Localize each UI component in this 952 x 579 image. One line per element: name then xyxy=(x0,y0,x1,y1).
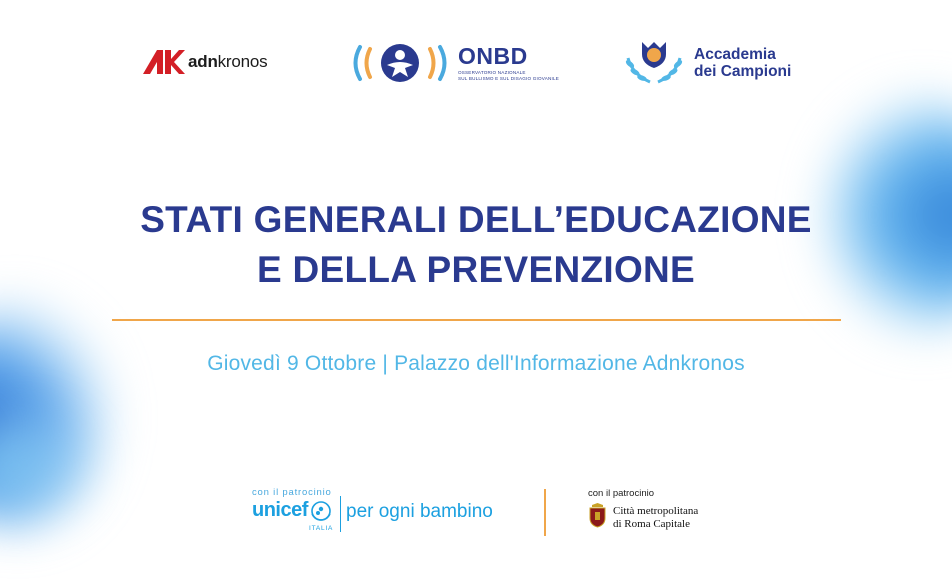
unicef-separator xyxy=(340,496,341,532)
roma-crest-icon xyxy=(589,503,606,528)
event-date-location: Giovedì 9 Ottobre | Palazzo dell'Informazione Adnkronos xyxy=(207,352,745,375)
onbd-subtitle-1: OSSERVATORIO NAZIONALE xyxy=(458,69,526,75)
unicef-patronage-label: con il patrocinio xyxy=(252,487,332,498)
adnkronos-logo xyxy=(143,46,267,78)
unicef-wordmark: unicef xyxy=(252,499,308,521)
event-title-line1: STATI GENERALI DELL’EDUCAZIONE xyxy=(140,199,812,240)
accademia-line1: Accademia xyxy=(694,46,776,63)
roma-line2: di Roma Capitale xyxy=(613,518,690,530)
accademia-logo xyxy=(622,38,791,88)
unicef-tagline: per ogni bambino xyxy=(346,501,493,522)
onbd-subtitle-2: SUL BULLISMO E SUL DISAGIO GIOVANILE xyxy=(458,75,559,81)
patronage-separator xyxy=(544,489,546,536)
divider-line xyxy=(112,319,841,321)
adnkronos-mark-icon xyxy=(143,48,185,76)
onbd-title: ONBD xyxy=(458,42,528,69)
roma-patronage xyxy=(588,488,758,538)
roma-patronage-label: con il patrocinio xyxy=(588,488,655,499)
onbd-logo xyxy=(350,40,559,86)
adnkronos-wordmark: adnkronos xyxy=(188,52,268,71)
unicef-globe-icon xyxy=(310,500,332,522)
unicef-country: ITALIA xyxy=(309,525,334,532)
unicef-patronage xyxy=(252,487,522,537)
event-title xyxy=(0,195,952,295)
laurel-medal-icon xyxy=(622,38,686,88)
onbd-person-icon xyxy=(350,41,450,85)
accademia-line2: dei Campioni xyxy=(694,63,792,80)
partner-logos xyxy=(0,0,952,110)
roma-line1: Città metropolitana xyxy=(613,505,699,517)
event-title-line2: E DELLA PREVENZIONE xyxy=(256,249,696,290)
